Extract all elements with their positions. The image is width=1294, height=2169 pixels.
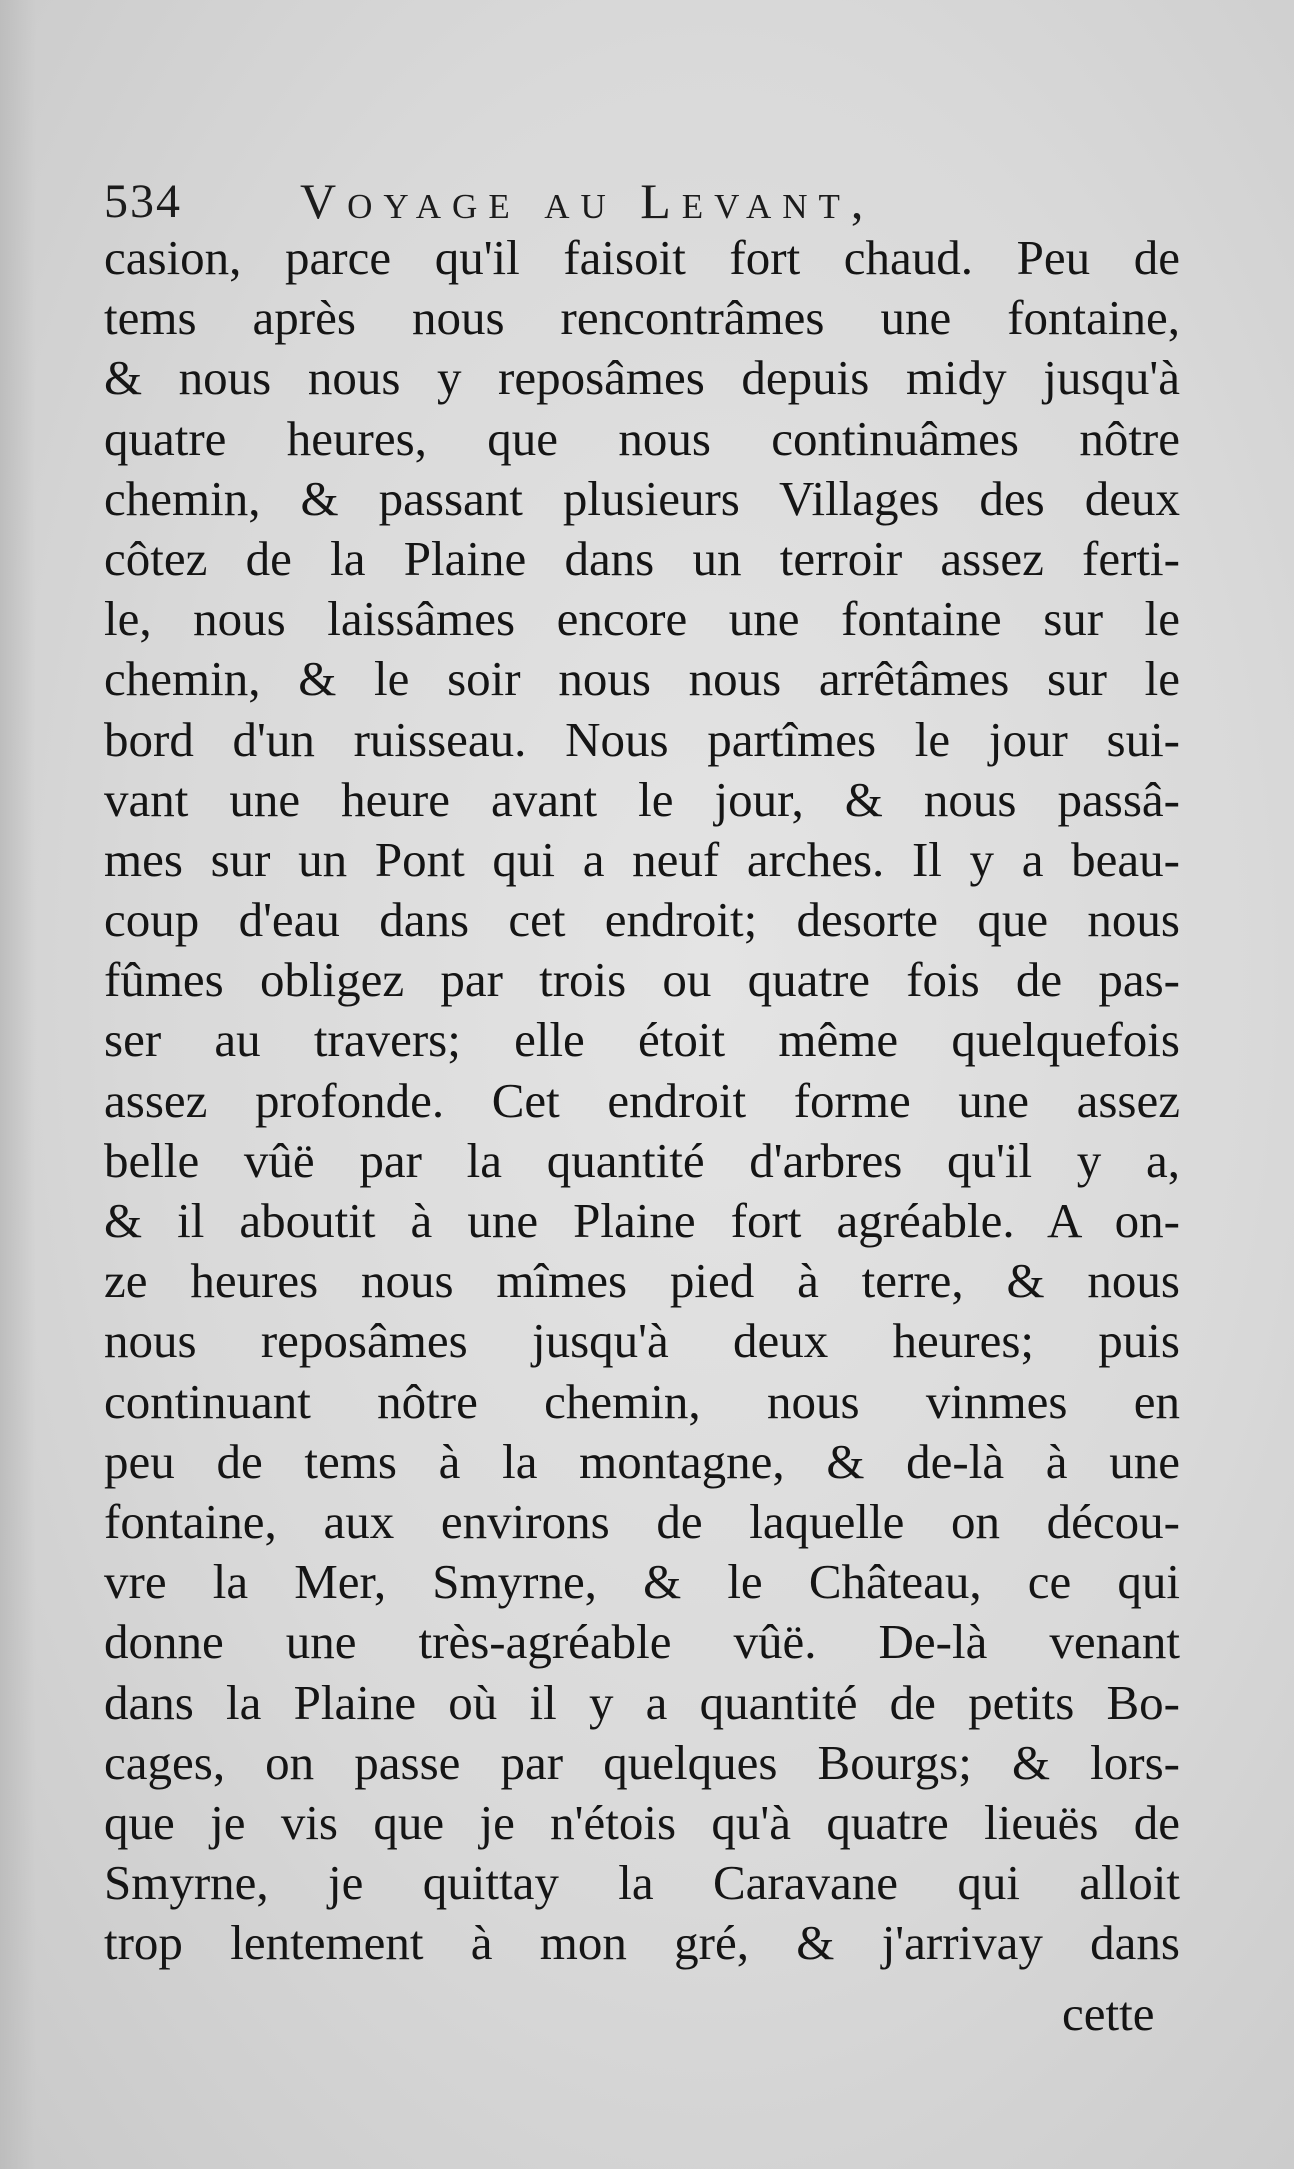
text-line: nous reposâmes jusqu'à deux heures; puis: [104, 1313, 1180, 1369]
text-line: vant une heure avant le jour, & nous passâ-: [104, 771, 1180, 827]
running-title: Voyage au Levant,: [300, 173, 875, 229]
text-line: coup d'eau dans cet endroit; desorte que nous: [104, 892, 1180, 948]
text-line: peu de tems à la montagne, & de-là à une: [104, 1433, 1180, 1489]
text-line: le, nous laissâmes encore une fontaine sur le: [104, 591, 1180, 647]
text-line: & nous nous y reposâmes depuis midy jusqu'à: [104, 350, 1180, 406]
text-line: mes sur un Pont qui a neuf arches. Il y a beau-: [104, 831, 1180, 887]
text-line: fontaine, aux environs de laquelle on décou-: [104, 1493, 1180, 1549]
text-line: bord d'un ruisseau. Nous partîmes le jour sui-: [104, 711, 1180, 767]
text-line: trop lentement à mon gré, & j'arrivay dans: [104, 1915, 1180, 1971]
text-line: continuant nôtre chemin, nous vinmes en: [104, 1373, 1180, 1429]
text-line: casion, parce qu'il faisoit fort chaud. Peu de: [104, 230, 1180, 285]
text-line: ser au travers; elle étoit même quelquefois: [104, 1012, 1180, 1068]
text-line: Smyrne, je quittay la Caravane qui alloit: [104, 1855, 1180, 1911]
text-line: fûmes obligez par trois ou quatre fois de pas-: [104, 952, 1180, 1008]
text-line: & il aboutit à une Plaine fort agréable. A on-: [104, 1193, 1180, 1248]
text-line: tems après nous rencontrâmes une fontaine,: [104, 290, 1180, 346]
text-line: chemin, & passant plusieurs Villages des deux: [104, 470, 1180, 526]
text-line: ze heures nous mîmes pied à terre, & nous: [104, 1253, 1180, 1309]
text-line: que je vis que je n'étois qu'à quatre lieuës de: [104, 1794, 1180, 1850]
text-line: chemin, & le soir nous nous arrêtâmes sur le: [104, 651, 1180, 707]
body-text: [104, 228, 1180, 1973]
text-line: dans la Plaine où il y a quantité de petits Bo-: [104, 1674, 1180, 1730]
text-line: côtez de la Plaine dans un terroir assez ferti-: [104, 530, 1180, 586]
text-line: belle vûë par la quantité d'arbres qu'il y a,: [104, 1132, 1180, 1188]
text-line: assez profonde. Cet endroit forme une assez: [104, 1072, 1180, 1128]
catchword: cette: [1062, 1986, 1155, 2041]
page-number: 534: [104, 175, 182, 228]
text-line: donne une très-agréable vûë. De-là venant: [104, 1614, 1180, 1670]
text-line: quatre heures, que nous continuâmes nôtre: [104, 410, 1180, 466]
text-line: vre la Mer, Smyrne, & le Château, ce qui: [104, 1554, 1180, 1610]
text-line: cages, on passe par quelques Bourgs; & lors-: [104, 1734, 1180, 1790]
